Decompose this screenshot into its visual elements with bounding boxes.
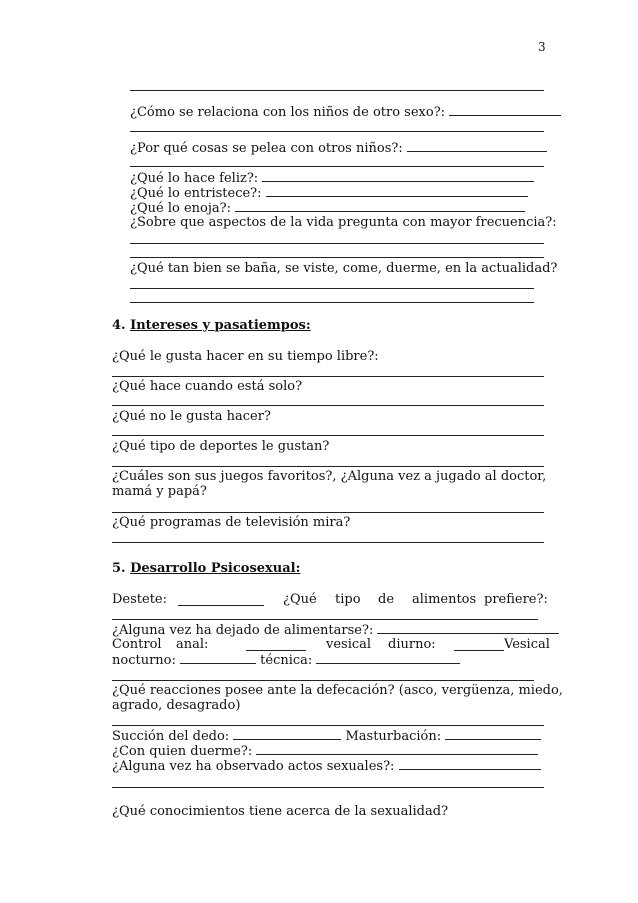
question-no-gusta [112, 409, 271, 424]
question-text: ¿Sobre que aspectos de la vida pregunta con mayor frecuencia?: [130, 215, 557, 230]
section-title: Desarrollo Psicosexual: [130, 561, 301, 576]
question-text: agrado, desagrado) [112, 698, 241, 713]
question-text: ¿Qué programas de televisión mira? [112, 515, 351, 530]
field-destete [112, 592, 167, 607]
vesical-nocturno-label: Vesical [504, 637, 550, 652]
question-text: ¿Cómo se relaciona con los niños de otro sexo?: [130, 105, 446, 120]
question-conocimientos [112, 804, 448, 819]
question-text: ¿Con quien duerme?: [112, 744, 253, 759]
question-juegos [112, 469, 546, 484]
field-label: nocturno: [112, 653, 176, 668]
answer-line [112, 466, 544, 467]
question-defecacion [112, 683, 563, 698]
answer-blank[interactable] [262, 170, 534, 182]
vesical-label: vesical [326, 637, 372, 652]
answer-line [130, 288, 534, 289]
question-feliz [130, 170, 534, 186]
answer-line [112, 542, 544, 543]
question-text: ¿Alguna vez ha dejado de alimentarse?: [112, 623, 374, 638]
question-tv [112, 515, 350, 530]
question-defecacion-cont [112, 698, 240, 713]
answer-blank[interactable] [235, 200, 525, 212]
question-text: ¿Por qué cosas se pelea con otros niños?: [130, 141, 403, 156]
answer-blank[interactable] [454, 650, 504, 651]
answer-line [112, 725, 544, 726]
answer-blank[interactable] [449, 104, 561, 116]
question-relaciona [130, 104, 561, 120]
answer-line [130, 90, 544, 91]
answer-line [130, 131, 544, 132]
question-juegos-cont [112, 484, 207, 499]
answer-line [112, 405, 544, 406]
question-solo [112, 379, 302, 394]
question-text: ¿Qué reacciones posee ante la defecación? (asco, vergüenza, miedo, [112, 683, 563, 698]
answer-blank[interactable] [399, 758, 541, 770]
question-deportes [112, 439, 329, 454]
field-succion [112, 728, 541, 744]
q-alimentos-word-5: prefiere?: [484, 592, 548, 607]
q-alimentos-word-1: ¿Qué [283, 592, 317, 607]
section-title: Intereses y pasatiempos: [130, 318, 311, 333]
answer-line [112, 680, 534, 681]
q-alimentos-word-2: tipo [335, 592, 361, 607]
field-label: técnica: [260, 653, 313, 668]
question-text: ¿Qué hace cuando está solo? [112, 379, 303, 394]
answer-blank[interactable] [316, 652, 460, 664]
question-text: ¿Qué lo hace feliz?: [130, 171, 259, 186]
question-aspectos [130, 215, 557, 230]
section-number: 5. [112, 561, 126, 576]
answer-line [130, 257, 544, 258]
answer-line [130, 166, 544, 167]
page-number: 3 [538, 40, 546, 54]
field-label: Destete: [112, 592, 168, 607]
diurno-label: diurno: [388, 637, 436, 652]
field-label: Masturbación: [345, 729, 442, 744]
answer-blank[interactable] [377, 622, 559, 634]
section-number: 4. [112, 318, 126, 333]
answer-blank[interactable] [407, 140, 547, 152]
question-entristece [130, 185, 528, 201]
answer-blank[interactable] [256, 743, 538, 755]
question-text: ¿Qué tipo de deportes le gustan? [112, 439, 330, 454]
question-text: mamá y papá? [112, 484, 207, 499]
q-alimentos-word-4: alimentos [412, 592, 477, 607]
question-text: ¿Qué conocimientos tiene acerca de la sexualidad? [112, 804, 449, 819]
question-text: ¿Alguna vez ha observado actos sexuales?: [112, 759, 395, 774]
answer-blank[interactable] [266, 185, 528, 197]
answer-blank[interactable] [246, 650, 306, 651]
field-label: Succión del dedo: [112, 729, 230, 744]
question-text: ¿Qué no le gusta hacer? [112, 409, 271, 424]
answer-line [112, 787, 544, 788]
answer-blank[interactable] [178, 605, 264, 606]
question-enoja [130, 200, 525, 216]
answer-blank[interactable] [180, 652, 256, 664]
question-actos [112, 758, 541, 774]
nocturno-row [112, 652, 460, 668]
section-heading-intereses [112, 318, 311, 333]
question-dejado [112, 622, 559, 638]
question-text: ¿Qué tan bien se baña, se viste, come, duerme, en la actualidad? [130, 261, 558, 276]
question-duerme [112, 743, 538, 759]
question-text: ¿Qué lo entristece?: [130, 186, 262, 201]
question-bana [130, 261, 557, 276]
answer-line [112, 376, 544, 377]
question-pelea [130, 140, 547, 156]
answer-line [112, 619, 538, 620]
answer-line [112, 512, 544, 513]
question-text: ¿Qué le gusta hacer en su tiempo libre?: [112, 349, 379, 364]
q-alimentos-word-3: de [378, 592, 395, 607]
answer-blank[interactable] [445, 728, 541, 740]
question-text: ¿Cuáles son sus juegos favoritos?, ¿Alguna vez a jugado al doctor, [112, 469, 547, 484]
question-text: ¿Qué lo enoja?: [130, 201, 231, 216]
answer-line [130, 243, 544, 244]
answer-line [130, 302, 534, 303]
control-anal-label: Control [112, 637, 162, 652]
question-tiempo-libre [112, 349, 379, 364]
section-heading-psicosexual [112, 561, 300, 576]
anal-label: anal: [176, 637, 209, 652]
answer-blank[interactable] [233, 728, 341, 740]
answer-line [112, 435, 544, 436]
